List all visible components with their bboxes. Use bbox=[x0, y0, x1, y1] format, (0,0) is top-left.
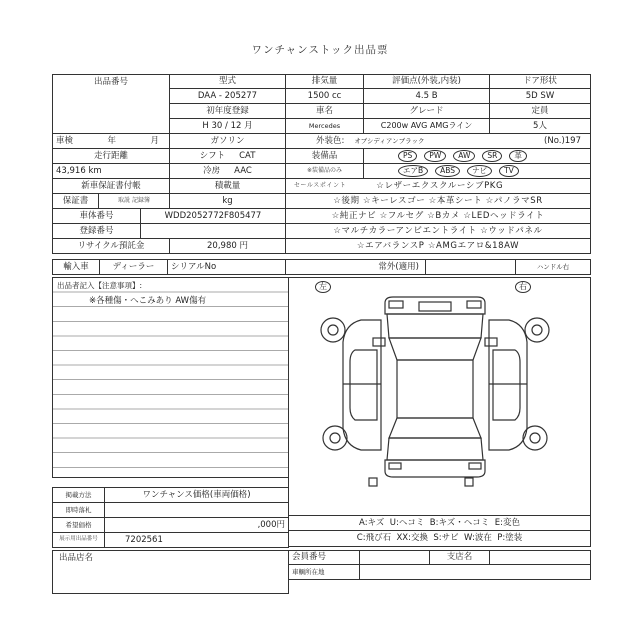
equipment-row-2 bbox=[364, 164, 591, 179]
legend-line-2: C:飛び石 XX:交換 S:サビ W:波在 P:塗装 bbox=[289, 531, 591, 547]
equipment-pw: PW bbox=[424, 150, 446, 162]
door-label: ドア形状 bbox=[490, 75, 591, 89]
member-info-table bbox=[288, 550, 591, 580]
exterior-color-name: オブシディアンブラック bbox=[354, 136, 425, 145]
warranty-label: 新車保証書付帳 bbox=[53, 179, 170, 194]
wheel-front-right bbox=[525, 318, 549, 342]
exterior-color-code: (No.)197 bbox=[544, 135, 581, 146]
equipment-tv: TV bbox=[499, 165, 519, 177]
recycle-value: 20,980 円 bbox=[170, 239, 286, 254]
sales-point-line-5: ☆エアバランスP ☆AMGエアロ&18AW bbox=[286, 239, 591, 254]
left-side-windows bbox=[350, 350, 377, 420]
sales-point-line-4: ☆マルチカラーアンビエントライト ☆ウッドパネル bbox=[286, 224, 591, 239]
equipment-abs: ABS bbox=[435, 165, 460, 177]
equipment-leather: 革 bbox=[509, 150, 527, 162]
exterior-color-label: 外装色: bbox=[316, 135, 345, 146]
load-label: 積載量 bbox=[170, 179, 286, 194]
windshield bbox=[389, 338, 481, 360]
model-code-value: DAA - 205277 bbox=[170, 89, 286, 104]
registration-label: 登録番号 bbox=[53, 224, 141, 239]
wheel-front-left-hub bbox=[328, 325, 338, 335]
aircon-value: AAC bbox=[234, 165, 252, 176]
taillight-left bbox=[389, 463, 401, 469]
legend-line-1: A:キズ U:ヘコミ B:キズ・ヘコミ E:変色 bbox=[289, 516, 591, 531]
inspection-cell bbox=[53, 134, 170, 149]
desired-price-label: 希望価格 bbox=[53, 518, 105, 533]
equipment-airbag: エアB bbox=[398, 165, 428, 177]
import-label: 輸入車 bbox=[53, 260, 100, 275]
page-title: ワンチャンストック出品票 bbox=[251, 44, 389, 56]
mirror-right bbox=[485, 338, 497, 346]
equipment-sr: SR bbox=[482, 150, 502, 162]
lot-number-label: 出品番号 bbox=[93, 77, 128, 87]
inspection-month: 月 bbox=[150, 135, 159, 146]
sales-point-line-2: ☆後期 ☆キーレスゴー ☆本革シート ☆パノラマSR bbox=[286, 194, 591, 209]
shop-name-cell bbox=[53, 551, 289, 594]
displacement-label: 排気量 bbox=[286, 75, 364, 89]
equipment-row-1 bbox=[364, 149, 591, 164]
sales-point-line-3: ☆純正ナビ ☆フルセグ ☆Bカメ ☆LEDヘッドライト bbox=[286, 209, 591, 224]
capacity-label: 定員 bbox=[490, 104, 591, 119]
trunk bbox=[387, 438, 483, 460]
inspection-label: 車検 bbox=[56, 135, 74, 146]
front-grille bbox=[419, 302, 451, 311]
instant-bid-value bbox=[105, 503, 289, 518]
diagram-right-label: 右 bbox=[515, 281, 531, 293]
roof bbox=[397, 360, 473, 418]
origin-blank bbox=[426, 260, 516, 275]
headlight-right bbox=[467, 301, 481, 308]
grade-value: C200w AVG AMGライン bbox=[364, 119, 490, 134]
instant-bid-label: 即時落札 bbox=[53, 503, 105, 518]
vin-value: WDD2052772F805477 bbox=[141, 209, 286, 224]
model-code-label: 型式 bbox=[170, 75, 286, 89]
location-label: 車輌所在地 bbox=[289, 565, 360, 580]
mirror-left bbox=[373, 338, 385, 346]
shift-label: シフト bbox=[199, 150, 226, 161]
shop-name-label: 出品店名 bbox=[59, 553, 94, 563]
sales-point-line-1 bbox=[286, 179, 591, 194]
score-value: 4.5 B bbox=[364, 89, 490, 104]
wheel-rear-right bbox=[523, 426, 547, 450]
fuel-value: ガソリン bbox=[170, 134, 286, 149]
remarks-ruled-area bbox=[53, 278, 289, 478]
display-number-value: 7202561 bbox=[105, 533, 289, 548]
location-value bbox=[360, 565, 591, 580]
rear-window bbox=[389, 418, 481, 438]
member-number-value bbox=[360, 551, 430, 565]
equipment-note: ※装備品のみ bbox=[286, 164, 364, 179]
registration-value bbox=[141, 224, 286, 239]
door-value: 5D SW bbox=[490, 89, 591, 104]
wheel-rear-right-hub bbox=[530, 433, 540, 443]
wheel-front-left bbox=[321, 318, 345, 342]
shift-value: CAT bbox=[239, 150, 256, 161]
desired-price-value: ,000円 bbox=[105, 518, 289, 533]
steering-label: ハンドル右 bbox=[516, 260, 591, 275]
listing-method-label: 掲載方法 bbox=[53, 488, 105, 503]
diagram-left-label: 左 bbox=[315, 281, 331, 293]
remarks-header: 出品者記入【注意事項】: bbox=[57, 281, 143, 290]
mileage-label: 走行距離 bbox=[53, 149, 170, 164]
serial-label: シリアルNo bbox=[168, 260, 286, 275]
recycle-label: リサイクル預託金 bbox=[53, 239, 170, 254]
damage-diagram-box bbox=[288, 277, 591, 547]
wheel-rear-left-hub bbox=[330, 433, 340, 443]
listing-table bbox=[52, 487, 289, 548]
right-side-windows bbox=[493, 350, 520, 420]
grade-label: グレード bbox=[364, 104, 490, 119]
vehicle-info-table bbox=[52, 74, 591, 254]
car-name-value: Mercedes bbox=[286, 119, 364, 134]
rear-marker-right bbox=[465, 478, 473, 486]
branch-value bbox=[490, 551, 591, 565]
exterior-color-cell bbox=[286, 134, 591, 149]
wheel-rear-left bbox=[323, 426, 347, 450]
diagram-area bbox=[289, 278, 591, 516]
hood bbox=[387, 314, 483, 338]
listing-method-value: ワンチャンス価格(車両価格) bbox=[105, 488, 289, 503]
display-number-label: 展示用出品番号 bbox=[53, 533, 105, 548]
left-side-body bbox=[343, 320, 381, 450]
sales-point-text-1: ☆レザーエクスクルーシブPKG bbox=[376, 180, 504, 191]
dealer-label: ディーラー bbox=[100, 260, 168, 275]
car-diagram bbox=[289, 278, 589, 514]
member-number-label: 会員番号 bbox=[289, 551, 360, 565]
equipment-navi: ナビ bbox=[467, 165, 492, 177]
rear-marker-left bbox=[369, 478, 377, 486]
warranty-book: 保証書 bbox=[53, 194, 99, 209]
shop-name-box bbox=[52, 550, 289, 594]
equipment-label: 装備品 bbox=[286, 149, 364, 164]
car-name-label: 車名 bbox=[286, 104, 364, 119]
branch-label: 支店名 bbox=[430, 551, 490, 565]
warranty-manual: 取説 記録簿 bbox=[99, 194, 170, 209]
sales-point-label: セールスポイント bbox=[294, 182, 347, 189]
lot-number-cell bbox=[53, 75, 170, 134]
standard-label: 常外(適用) bbox=[286, 260, 426, 275]
first-registration-label: 初年度登録 bbox=[170, 104, 286, 119]
first-registration-value: H 30 / 12 月 bbox=[170, 119, 286, 134]
equipment-aw: AW bbox=[453, 150, 475, 162]
remarks-box bbox=[52, 277, 289, 478]
vin-label: 車体番号 bbox=[53, 209, 141, 224]
origin-row bbox=[52, 259, 591, 275]
right-side-body bbox=[489, 320, 527, 450]
shift-cell bbox=[170, 149, 286, 164]
displacement-value: 1500 cc bbox=[286, 89, 364, 104]
mileage-value: 43,916 km bbox=[53, 164, 170, 179]
headlight-left bbox=[389, 301, 403, 308]
inspection-year: 年 bbox=[107, 135, 116, 146]
wheel-front-right-hub bbox=[532, 325, 542, 335]
taillight-right bbox=[469, 463, 481, 469]
aircon-cell bbox=[170, 164, 286, 179]
capacity-value: 5人 bbox=[490, 119, 591, 134]
load-unit: kg bbox=[170, 194, 286, 209]
score-label: 評価点(外装,内装) bbox=[364, 75, 490, 89]
aircon-label: 冷房 bbox=[203, 165, 221, 176]
equipment-ps: PS bbox=[398, 150, 417, 162]
remarks-text: ※各種傷・へこみあり AW傷有 bbox=[89, 296, 207, 306]
